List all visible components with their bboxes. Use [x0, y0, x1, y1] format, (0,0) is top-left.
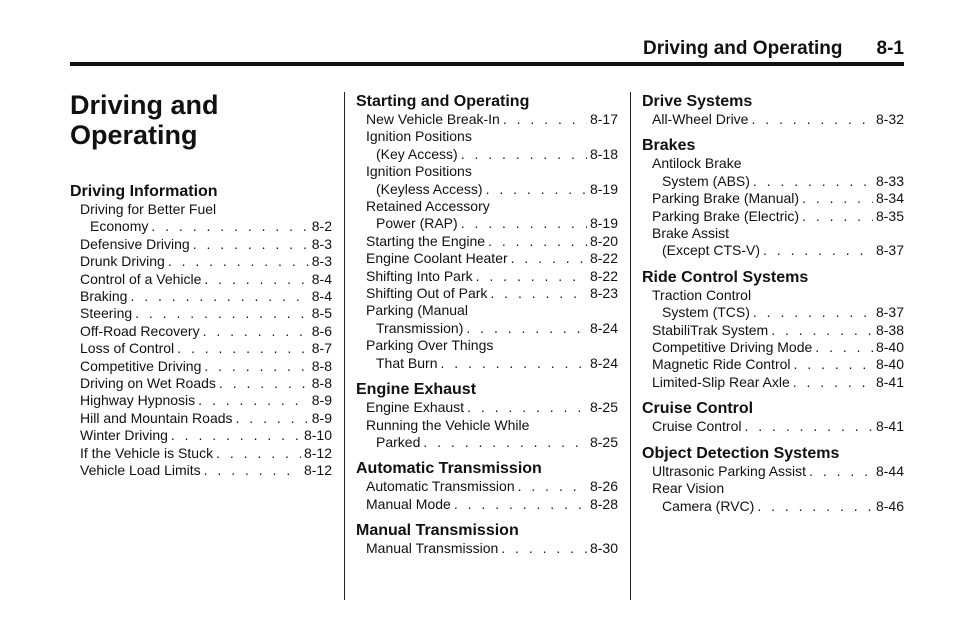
toc-entry-page-number: 8-8: [311, 375, 332, 392]
toc-entry-text-line-1: Ignition Positions: [366, 163, 472, 180]
toc-entry-row: [642, 374, 904, 391]
dot-leader: [461, 215, 587, 232]
toc-entry-text: Engine Coolant Heater: [366, 250, 508, 267]
toc-entry-row: [70, 271, 332, 288]
dot-leader: [753, 173, 873, 190]
toc-entry-row: [642, 356, 904, 373]
toc-entry[interactable]: [356, 250, 618, 267]
toc-section-title[interactable]: Starting and Operating: [356, 93, 530, 110]
dot-leader: [135, 305, 309, 322]
toc-entry-text: Manual Mode: [366, 495, 451, 512]
toc-entry-text: Parking Brake (Manual): [652, 190, 800, 207]
toc-entry[interactable]: [356, 111, 618, 128]
toc-section: [356, 459, 618, 513]
toc-entry[interactable]: [356, 163, 618, 198]
toc-entry-text: Competitive Driving Mode: [652, 339, 813, 356]
toc-entry[interactable]: [70, 427, 332, 444]
dot-leader: [216, 445, 301, 462]
toc-entry-text-line-1: Rear Vision: [652, 480, 725, 497]
dot-leader: [204, 358, 308, 375]
toc-entry-text: System (ABS): [662, 172, 750, 189]
toc-entry-row: [70, 427, 332, 444]
dot-leader: [476, 268, 587, 285]
toc-entry-text: New Vehicle Break-In: [366, 111, 500, 127]
dot-leader: [763, 242, 873, 259]
toc-entry-page-number: 8-25: [589, 399, 618, 416]
toc-entry[interactable]: [356, 540, 618, 557]
toc-entry-row: [356, 540, 618, 557]
toc-entry-row: [642, 208, 904, 225]
toc-entry[interactable]: [642, 208, 904, 225]
toc-entry-list: [356, 399, 618, 451]
toc-entry-list: [642, 111, 904, 128]
toc-entry-page-number: 8-28: [589, 495, 618, 512]
toc-entry-text: Control of a Vehicle: [80, 270, 202, 287]
dot-leader: [130, 288, 308, 305]
toc-section-title[interactable]: Object Detection Systems: [642, 444, 840, 462]
toc-entry-row: [70, 218, 332, 235]
toc-entry-page-number: 8-44: [875, 462, 904, 479]
toc-section: [356, 92, 618, 372]
toc-section: [356, 521, 618, 557]
column-divider: [630, 92, 631, 600]
dot-leader: [809, 463, 873, 480]
toc-entry-page-number: 8-46: [875, 497, 904, 514]
dot-leader: [490, 285, 587, 302]
toc-entry-row: [70, 462, 332, 479]
running-header: [643, 38, 904, 60]
toc-entry-page-number: 8-38: [875, 321, 904, 338]
toc-entry-text: Hill and Mountain Roads: [80, 409, 233, 426]
toc-entry-row: [70, 340, 332, 357]
toc-entry-page-number: 8-9: [311, 409, 332, 426]
dot-leader: [168, 253, 309, 270]
toc-entry-row: [356, 355, 618, 372]
toc-entry[interactable]: [70, 358, 332, 375]
toc-entry[interactable]: [356, 268, 618, 285]
toc-entry-page-number: 8-7: [311, 340, 332, 357]
column-divider: [344, 92, 345, 600]
dot-leader: [511, 250, 587, 267]
toc-entry[interactable]: [642, 418, 904, 435]
toc-entry-page-number: 8-40: [875, 339, 904, 356]
toc-entry-page-number: 8-24: [589, 354, 618, 371]
toc-entry-text: Economy: [90, 218, 149, 235]
toc-entry[interactable]: [70, 410, 332, 427]
toc-entry-text: Drunk Driving: [80, 253, 165, 270]
dot-leader: [815, 339, 873, 356]
toc-entry-page-number: 8-22: [589, 267, 618, 284]
toc-entry-page-number: 8-12: [303, 462, 332, 479]
toc-entry[interactable]: [356, 128, 618, 163]
toc-entry-page-number: 8-2: [311, 218, 332, 235]
dot-leader: [198, 392, 309, 409]
toc-entry-row: [356, 146, 618, 163]
toc-entry-text: Magnetic Ride Control: [652, 356, 791, 373]
dot-leader: [461, 146, 587, 163]
running-header-page: 8-1: [876, 38, 904, 59]
toc-entry-list: [642, 155, 904, 259]
dot-leader: [744, 418, 872, 435]
toc-entry-text-line-1: Driving for Better Fuel: [80, 201, 217, 217]
toc-entry-page-number: 8-30: [589, 540, 618, 557]
toc-entry-row: [70, 323, 332, 340]
toc-entry[interactable]: [356, 417, 618, 452]
toc-entry-page-number: 8-23: [589, 285, 618, 302]
dot-leader: [486, 181, 587, 198]
toc-entry-row: [356, 434, 618, 451]
toc-entry[interactable]: [642, 374, 904, 391]
toc-entry-page-number: 8-19: [589, 215, 618, 232]
dot-leader: [440, 355, 586, 372]
chapter-title-line-2: Operating: [70, 120, 198, 150]
toc-entry-page-number: 8-41: [875, 418, 904, 435]
toc-entry-text: Winter Driving: [80, 427, 168, 444]
toc-column-3: [642, 92, 904, 523]
toc-section: [642, 444, 904, 515]
toc-entry-page-number: 8-19: [589, 180, 618, 197]
dot-leader: [518, 478, 587, 495]
toc-entry-page-number: 8-4: [311, 270, 332, 287]
toc-entry-text: Shifting Out of Park: [366, 285, 488, 302]
toc-entry-row: [356, 320, 618, 337]
toc-entry[interactable]: [70, 445, 332, 462]
toc-entry[interactable]: [70, 340, 332, 357]
toc-entry-page-number: 8-20: [589, 232, 618, 249]
toc-entry[interactable]: [642, 339, 904, 356]
toc-entry[interactable]: [70, 462, 332, 479]
toc-entry-page-number: 8-4: [311, 288, 332, 305]
toc-column-1: [70, 182, 332, 488]
toc-entry-text: (Except CTS-V): [662, 242, 761, 259]
toc-entry[interactable]: [70, 288, 332, 305]
toc-entry-row: [356, 181, 618, 198]
dot-leader: [203, 323, 309, 340]
toc-entry-row: [642, 190, 904, 207]
dot-leader: [794, 356, 873, 373]
dot-leader: [771, 322, 873, 339]
toc-entry-row: [356, 399, 618, 416]
dot-leader: [467, 399, 587, 416]
header-rule: [70, 62, 904, 66]
toc-section-title[interactable]: Engine Exhaust: [356, 381, 477, 399]
toc-entry-list: [642, 463, 904, 515]
toc-entry-text: Loss of Control: [80, 340, 175, 357]
dot-leader: [454, 496, 587, 513]
toc-entry-page-number: 8-35: [875, 207, 904, 224]
dot-leader: [151, 218, 308, 235]
toc-entry[interactable]: [70, 392, 332, 409]
toc-entry-row: [70, 305, 332, 322]
toc-entry-page-number: 8-33: [875, 172, 904, 189]
toc-section-title[interactable]: Driving Information: [70, 183, 218, 200]
toc-entry[interactable]: [356, 399, 618, 416]
toc-entry[interactable]: [642, 322, 904, 339]
dot-leader: [466, 320, 587, 337]
toc-entry-row: [356, 478, 618, 495]
toc-entry-text: If the Vehicle is Stuck: [80, 444, 214, 461]
toc-entry-page-number: 8-3: [311, 253, 332, 270]
toc-entry[interactable]: [70, 201, 332, 236]
toc-entry-text: StabiliTrak System: [652, 321, 769, 338]
toc-entry-text: That Burn: [376, 354, 438, 371]
toc-entry-row: [642, 111, 904, 128]
toc-entry-page-number: 8-34: [875, 190, 904, 207]
dot-leader: [171, 427, 301, 444]
toc-entry-row: [70, 392, 332, 409]
toc-entry[interactable]: [70, 375, 332, 392]
toc-entry-page-number: 8-40: [875, 356, 904, 373]
toc-entry-list: [356, 478, 618, 513]
toc-entry-text: Camera (RVC): [662, 497, 755, 514]
toc-entry[interactable]: [642, 463, 904, 480]
toc-entry-row: [70, 410, 332, 427]
toc-entry[interactable]: [70, 253, 332, 270]
toc-entry-row: [356, 496, 618, 513]
toc-entry[interactable]: [70, 271, 332, 288]
toc-entry-row: [70, 375, 332, 392]
toc-entry-text: Transmission): [376, 319, 464, 336]
toc-entry-text: Competitive Driving: [80, 357, 202, 374]
toc-section: [356, 380, 618, 451]
toc-entry-page-number: 8-41: [875, 373, 904, 390]
toc-entry-text: System (TCS): [662, 304, 750, 321]
toc-entry-row: [356, 268, 618, 285]
toc-entry[interactable]: [642, 111, 904, 128]
toc-entry-row: [642, 322, 904, 339]
toc-entry-row: [356, 111, 618, 128]
toc-entry-list: [70, 201, 332, 480]
dot-leader: [177, 340, 309, 357]
toc-section-title[interactable]: Drive Systems: [642, 93, 753, 110]
toc-entry-text-line-1: Ignition Positions: [366, 128, 472, 145]
toc-entry-text-line-1: Retained Accessory: [366, 198, 490, 215]
toc-entry-row: [356, 215, 618, 232]
toc-entry-row: [70, 288, 332, 305]
chapter-title-line-1: Driving and: [70, 90, 219, 120]
toc-entry-page-number: 8-8: [311, 357, 332, 374]
toc-entry[interactable]: [356, 233, 618, 250]
toc-entry-text: Ultrasonic Parking Assist: [652, 462, 807, 479]
toc-entry[interactable]: [70, 305, 332, 322]
toc-entry-text: Braking: [80, 288, 128, 305]
toc-entry[interactable]: [356, 496, 618, 513]
dot-leader: [204, 462, 301, 479]
toc-entry-text-line-1: Running the Vehicle While: [366, 416, 530, 433]
toc-entry-row: [70, 236, 332, 253]
toc-entry-row: [642, 242, 904, 259]
toc-entry-text: All-Wheel Drive: [652, 111, 749, 127]
toc-entry[interactable]: [356, 337, 618, 372]
toc-section-title[interactable]: Automatic Transmission: [356, 460, 542, 478]
dot-leader: [503, 111, 587, 128]
toc-entry-text: Parking Brake (Electric): [652, 207, 800, 224]
dot-leader: [219, 375, 309, 392]
toc-section: [642, 399, 904, 435]
toc-section: [70, 182, 332, 480]
toc-entry-text-line-1: Parking (Manual: [366, 302, 468, 319]
toc-entry[interactable]: [642, 287, 904, 322]
toc-entry-row: [642, 339, 904, 356]
toc-entry[interactable]: [70, 236, 332, 253]
toc-entry-page-number: 8-22: [589, 250, 618, 267]
dot-leader: [488, 233, 587, 250]
toc-entry[interactable]: [70, 323, 332, 340]
toc-section: [642, 136, 904, 259]
toc-entry-page-number: 8-9: [311, 392, 332, 409]
toc-entry[interactable]: [356, 198, 618, 233]
toc-entry-page-number: 8-12: [303, 444, 332, 461]
dot-leader: [501, 540, 587, 557]
dot-leader: [802, 208, 873, 225]
toc-entry[interactable]: [642, 155, 904, 190]
toc-entry-text-line-1: Brake Assist: [652, 225, 730, 242]
toc-entry-text: Defensive Driving: [80, 235, 190, 252]
toc-entry-text: Vehicle Load Limits: [80, 462, 201, 479]
toc-entry-text-line-1: Antilock Brake: [652, 155, 742, 172]
dot-leader: [753, 304, 873, 321]
toc-entry-text: Parked: [376, 433, 421, 450]
toc-entry-text: (Keyless Access): [376, 180, 483, 197]
toc-entry-text: Cruise Control: [652, 418, 742, 435]
toc-entry-page-number: 8-5: [311, 305, 332, 322]
toc-entry-row: [70, 445, 332, 462]
toc-section-title[interactable]: Manual Transmission: [356, 522, 519, 540]
toc-section-title[interactable]: Brakes: [642, 137, 696, 155]
toc-entry-text: Power (RAP): [376, 215, 458, 232]
toc-section-title[interactable]: Cruise Control: [642, 400, 754, 418]
toc-entry[interactable]: [642, 190, 904, 207]
toc-entry-row: [70, 358, 332, 375]
toc-entry-row: [642, 498, 904, 515]
dot-leader: [204, 271, 308, 288]
toc-entry-page-number: 8-6: [311, 322, 332, 339]
toc-entry-text-line-1: Parking Over Things: [366, 337, 494, 354]
toc-section: [642, 268, 904, 391]
toc-entry[interactable]: [356, 285, 618, 302]
toc-entry-row: [356, 250, 618, 267]
toc-entry-text: Starting the Engine: [366, 232, 486, 249]
toc-entry-text: Highway Hypnosis: [80, 392, 196, 409]
toc-entry-list: [356, 111, 618, 372]
toc-entry-row: [356, 285, 618, 302]
toc-entry[interactable]: [356, 478, 618, 495]
toc-entry-text: Off-Road Recovery: [80, 322, 200, 339]
toc-entry-page-number: 8-24: [589, 319, 618, 336]
toc-entry-text: Manual Transmission: [366, 540, 499, 557]
toc-entry-row: [642, 304, 904, 321]
toc-entry-page-number: 8-17: [589, 111, 618, 127]
dot-leader: [751, 111, 873, 128]
toc-entry-page-number: 8-3: [311, 235, 332, 252]
toc-entry[interactable]: [642, 225, 904, 260]
toc-entry-list: [642, 287, 904, 391]
toc-column-2: [356, 92, 618, 566]
toc-section: [642, 92, 904, 128]
dot-leader: [757, 498, 873, 515]
toc-entry-text-line-1: Traction Control: [652, 286, 752, 303]
toc-entry-page-number: 8-26: [589, 478, 618, 495]
toc-entry-page-number: 8-32: [875, 111, 904, 127]
toc-entry-text: Steering: [80, 305, 133, 322]
toc-entry-row: [642, 173, 904, 190]
toc-entry[interactable]: [642, 480, 904, 515]
toc-entry-page-number: 8-37: [875, 242, 904, 259]
toc-entry-list: [356, 540, 618, 557]
toc-entry-list: [642, 418, 904, 435]
dot-leader: [802, 190, 873, 207]
toc-entry-text: Automatic Transmission: [366, 478, 515, 495]
chapter-title: [70, 90, 219, 150]
toc-entry-text: Shifting Into Park: [366, 267, 473, 284]
running-header-section: Driving and Operating: [643, 38, 843, 59]
dot-leader: [793, 374, 873, 391]
toc-entry-text: (Key Access): [376, 145, 458, 162]
toc-entry-page-number: 8-25: [589, 433, 618, 450]
toc-entry-text: Driving on Wet Roads: [80, 375, 216, 392]
toc-entry-text: Engine Exhaust: [366, 399, 465, 416]
dot-leader: [193, 236, 309, 253]
toc-entry-row: [356, 233, 618, 250]
toc-entry-row: [642, 463, 904, 480]
toc-entry-row: [70, 253, 332, 270]
toc-entry[interactable]: [356, 302, 618, 337]
dot-leader: [423, 434, 587, 451]
toc-entry-page-number: 8-10: [303, 427, 332, 444]
toc-entry-row: [642, 418, 904, 435]
toc-entry-page-number: 8-37: [875, 304, 904, 321]
toc-entry-text: Limited-Slip Rear Axle: [652, 373, 790, 390]
toc-entry[interactable]: [642, 356, 904, 373]
dot-leader: [236, 410, 309, 427]
toc-entry-page-number: 8-18: [589, 145, 618, 162]
toc-section-title[interactable]: Ride Control Systems: [642, 268, 809, 286]
